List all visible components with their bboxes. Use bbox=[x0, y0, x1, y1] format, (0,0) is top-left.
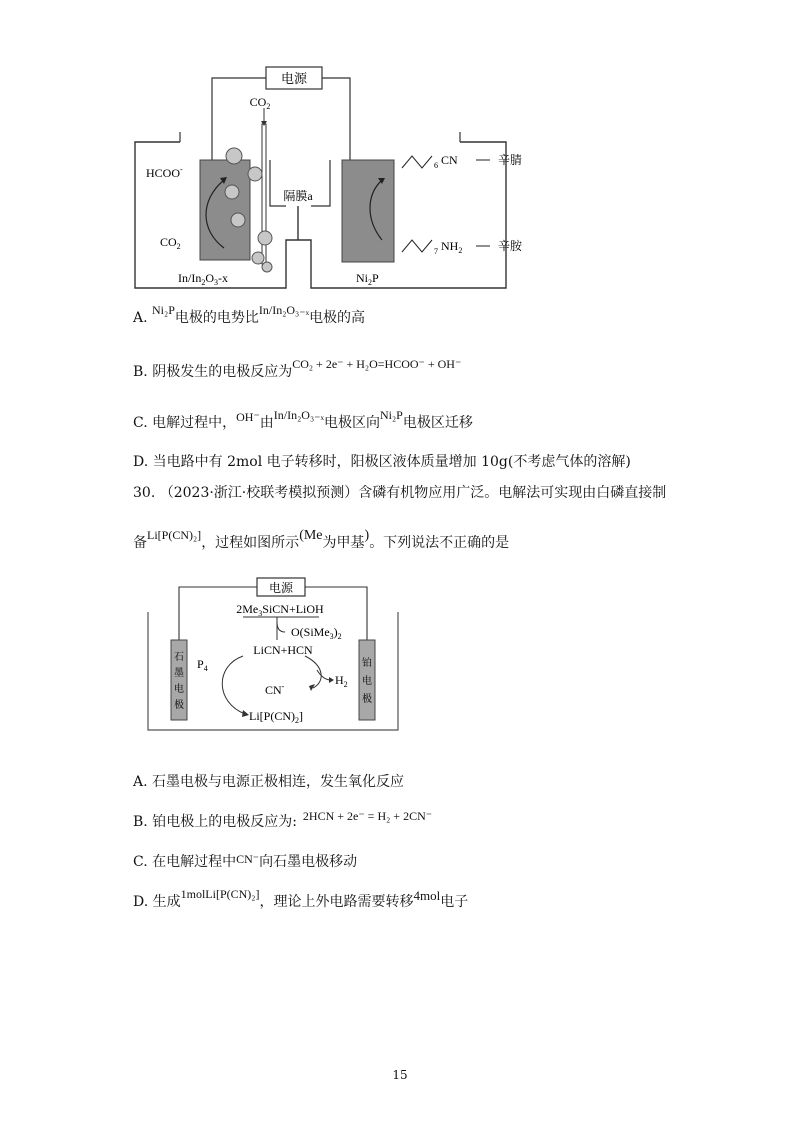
option-text: 石墨电极与电源正极相连，发生氧化反应 bbox=[152, 774, 405, 790]
graphite-char: 石 bbox=[174, 652, 184, 663]
page-number: 15 bbox=[392, 1068, 408, 1082]
graphite-char: 极 bbox=[174, 700, 184, 711]
formula: (Me bbox=[299, 528, 323, 543]
q30-option-c bbox=[133, 852, 357, 872]
h2-label: $H_2$ bbox=[335, 673, 348, 689]
option-text: 向石墨电极移动 bbox=[259, 854, 358, 870]
formula: Ni₂P bbox=[152, 303, 175, 317]
wire-left bbox=[212, 78, 266, 160]
q30-option-b bbox=[133, 809, 433, 832]
platinum-char: 铂 bbox=[362, 658, 372, 669]
q30-option-a bbox=[133, 772, 404, 792]
electrode-left-label: $In/In_2O_3-x$ bbox=[178, 271, 228, 287]
option-letter: B. bbox=[133, 364, 148, 380]
product-label: $Li[P(CN)_2]$ bbox=[249, 709, 303, 725]
option-text: 电解过程中， bbox=[152, 415, 237, 431]
figure-electrolysis-co2 bbox=[130, 60, 530, 292]
power-source-label: 电源 bbox=[268, 581, 294, 595]
option-text: 阴极发生的电极反应为 bbox=[152, 364, 293, 380]
formula: 1molLi[P(CN)₂] bbox=[180, 887, 260, 901]
q29-option-d bbox=[133, 452, 631, 472]
hcoo-label: HCOO- bbox=[146, 165, 183, 180]
reagents-label: $2Me_3SiCN+LiOH$ bbox=[236, 602, 324, 618]
q30-option-d bbox=[133, 887, 469, 912]
formula: 4mol bbox=[413, 888, 441, 903]
question-stem: （2023·浙江·校联考模拟预测）含磷有机物应用广泛。电解法可实现由白磷直接制 bbox=[159, 485, 667, 501]
option-letter: A. bbox=[133, 774, 148, 790]
divider-right bbox=[311, 160, 330, 206]
option-letter: B. bbox=[133, 814, 148, 830]
intermediate-label: LiCN+HCN bbox=[253, 643, 313, 657]
option-letter: D. bbox=[133, 454, 149, 470]
nitrile-label: 辛腈 bbox=[498, 153, 523, 167]
cycle-arrow-left bbox=[222, 656, 245, 714]
formula: In/In₂O₃₋ₓ bbox=[258, 303, 310, 317]
option-text: 在电解过程中 bbox=[152, 854, 237, 870]
electrode-right-label: $Ni_2P$ bbox=[356, 271, 379, 287]
option-text: 电极的高 bbox=[309, 310, 366, 326]
membrane-label: 隔膜a bbox=[283, 189, 313, 203]
amine-chain bbox=[402, 240, 432, 252]
option-text: 电子 bbox=[440, 894, 469, 910]
q30-stem-line1 bbox=[133, 482, 666, 502]
option-letter: C. bbox=[133, 415, 148, 431]
platinum-char: 极 bbox=[362, 694, 372, 705]
question-stem: 备 bbox=[133, 535, 147, 551]
question-number: 30. bbox=[133, 485, 156, 501]
formula: CN⁻ bbox=[236, 852, 260, 866]
formula: Li[P(CN)₂] bbox=[147, 528, 202, 542]
formula: CO₂ + 2e⁻ + H₂O=HCOO⁻ + OH⁻ bbox=[292, 357, 462, 371]
nitrile-chain-sub: 6 bbox=[434, 161, 438, 170]
question-stem: 。下列说法不正确的是 bbox=[369, 535, 510, 551]
arrowhead bbox=[329, 677, 334, 683]
arrowhead bbox=[242, 710, 249, 717]
question-stem: ，过程如图所示 bbox=[201, 535, 300, 551]
q29-option-c bbox=[133, 408, 473, 433]
amine-label: 辛胺 bbox=[498, 239, 523, 253]
graphite-char: 墨 bbox=[174, 668, 184, 679]
option-text: 电极区迁移 bbox=[402, 415, 473, 431]
option-text: 电极的电势比 bbox=[174, 310, 259, 326]
option-text: 由 bbox=[259, 415, 274, 431]
power-source-label: 电源 bbox=[280, 71, 308, 86]
question-stem: 为甲基 bbox=[322, 535, 365, 551]
cn-ion-label: CN- bbox=[265, 682, 285, 697]
option-text: 电极区向 bbox=[323, 415, 380, 431]
electrode-ni2p bbox=[342, 160, 394, 262]
p4-label: $P_4$ bbox=[197, 657, 208, 673]
option-text: 生成 bbox=[152, 894, 181, 910]
co2-left-label: $CO_2$ bbox=[160, 235, 181, 251]
figure-electrolysis-phosphorus bbox=[145, 574, 405, 734]
graphite-char: 电 bbox=[174, 684, 184, 695]
nitrile-chain bbox=[402, 156, 432, 168]
formula: Ni₂P bbox=[379, 408, 403, 422]
formula: In/In₂O₃₋ₓ bbox=[273, 408, 324, 422]
option-letter: D. bbox=[133, 894, 149, 910]
platinum-char: 电 bbox=[362, 676, 372, 687]
formula: ) bbox=[364, 528, 370, 543]
option-letter: C. bbox=[133, 854, 148, 870]
formula: 2HCN + 2e⁻ = H₂ + 2CN⁻ bbox=[302, 809, 433, 823]
amine-chain-sub: 7 bbox=[434, 247, 438, 256]
amine-formula: $NH_2$ bbox=[441, 239, 463, 255]
option-letter: A. bbox=[133, 310, 148, 326]
nitrile-formula: CN bbox=[441, 153, 458, 167]
q29-option-b bbox=[133, 357, 462, 382]
h2-arrow bbox=[317, 670, 331, 680]
option-text: ，理论上外电路需要转移 bbox=[259, 894, 414, 910]
q30-stem-line2 bbox=[133, 528, 510, 554]
wire-right bbox=[322, 78, 350, 160]
option-text: 铂电极上的电极反应为: bbox=[152, 814, 297, 830]
q29-option-a bbox=[133, 303, 366, 328]
formula: OH⁻ bbox=[236, 410, 260, 424]
option-text: 当电路中有 2mol 电子转移时，阳极区液体质量增加 10g(不考虑气体的溶解) bbox=[152, 454, 631, 470]
byproduct-arrow bbox=[277, 622, 285, 632]
byproduct-label: $O(SiMe_3)_2$ bbox=[291, 625, 342, 641]
co2-top-label: $CO_2$ bbox=[249, 95, 271, 111]
electrode-in-in2o3 bbox=[200, 160, 250, 260]
